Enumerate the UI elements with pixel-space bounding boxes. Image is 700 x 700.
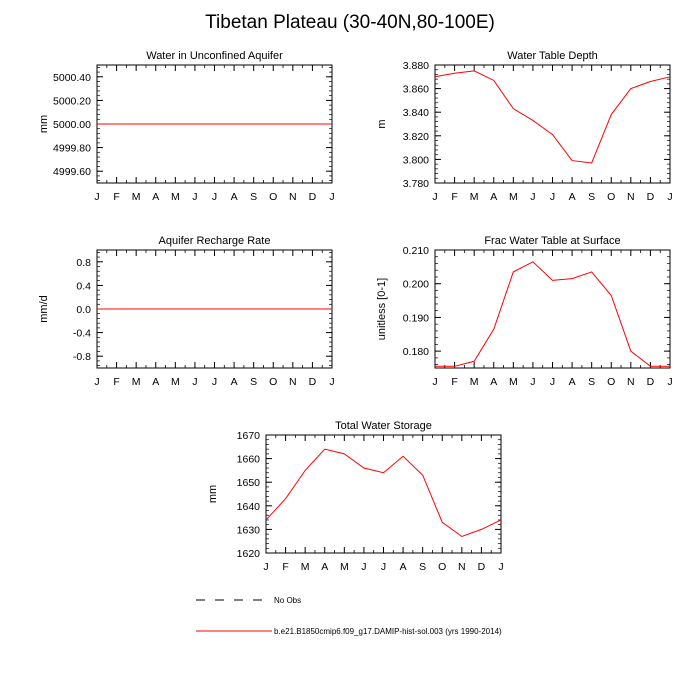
legend-obs-label: No Obs: [274, 596, 302, 605]
x-tick-label: M: [508, 376, 518, 388]
chart-panel-5: [207, 420, 504, 573]
x-tick-label: J: [329, 376, 335, 388]
x-tick-label: A: [490, 376, 498, 388]
x-tick-label: F: [113, 191, 120, 203]
x-tick-label: A: [490, 191, 498, 203]
chart-title: Water Table Depth: [507, 50, 598, 62]
x-tick-label: F: [113, 376, 120, 388]
x-tick-label: O: [607, 376, 616, 388]
y-tick-label: 0.210: [402, 245, 429, 257]
x-tick-label: J: [549, 191, 556, 203]
chart-title: Water in Unconfined Aquifer: [146, 50, 283, 62]
x-tick-label: S: [419, 561, 427, 573]
y-tick-label: 5000.00: [53, 119, 91, 131]
chart-panel-3: [38, 235, 335, 388]
chart-title: Aquifer Recharge Rate: [158, 235, 271, 247]
x-tick-label: J: [211, 376, 218, 388]
x-tick-label: O: [607, 191, 616, 203]
legend-model-label: b.e21.B1850cmip6.f09_g17.DAMIP-hist-sol.003 (yrs 1990-2014): [274, 627, 502, 636]
x-tick-label: N: [627, 376, 635, 388]
y-tick-label: 0.200: [402, 278, 429, 291]
x-tick-label: J: [94, 191, 100, 203]
x-tick-label: D: [308, 191, 317, 203]
y-tick-label: 4999.80: [53, 142, 91, 155]
y-tick-label: 5000.20: [53, 95, 91, 108]
x-tick-label: M: [469, 191, 479, 203]
x-tick-label: A: [230, 191, 238, 203]
series-line: [435, 262, 670, 367]
x-tick-label: F: [451, 191, 458, 203]
x-tick-label: O: [269, 376, 278, 388]
x-tick-label: M: [131, 376, 141, 388]
x-tick-label: M: [300, 561, 310, 573]
x-tick-label: J: [329, 191, 335, 203]
y-tick-label: 3.860: [402, 83, 429, 96]
x-tick-label: J: [211, 191, 218, 203]
x-tick-label: O: [269, 191, 278, 203]
x-tick-label: D: [308, 376, 317, 388]
y-tick-label: 3.840: [402, 107, 429, 120]
x-tick-label: M: [339, 561, 349, 573]
y-tick-label: 1670: [236, 430, 260, 442]
plot-frame: [435, 250, 670, 368]
y-tick-label: 1650: [236, 477, 260, 490]
y-tick-label: 3.800: [402, 154, 429, 167]
y-tick-label: 5000.40: [53, 71, 91, 84]
x-tick-label: J: [498, 561, 504, 573]
x-tick-label: J: [530, 191, 536, 203]
chart-panel-4: [376, 235, 673, 388]
y-tick-label: 0.4: [76, 280, 91, 293]
x-tick-label: J: [530, 376, 536, 388]
y-tick-label: 1620: [236, 548, 260, 560]
y-axis-label: mm/d: [38, 295, 50, 323]
chart-panel-2: [376, 50, 673, 203]
x-tick-label: M: [131, 191, 141, 203]
x-tick-label: J: [432, 376, 438, 388]
x-tick-label: S: [588, 191, 596, 203]
x-tick-label: D: [646, 191, 655, 203]
plot-frame: [435, 65, 670, 183]
x-tick-label: J: [380, 561, 387, 573]
chart-title: Frac Water Table at Surface: [484, 235, 621, 247]
y-tick-label: 1640: [236, 500, 260, 513]
y-tick-label: -0.4: [72, 327, 91, 340]
x-tick-label: A: [321, 561, 329, 573]
x-tick-label: S: [250, 191, 258, 203]
x-tick-label: N: [458, 561, 466, 573]
page-title: Tibetan Plateau (30-40N,80-100E): [205, 12, 495, 33]
x-tick-label: A: [568, 191, 576, 203]
x-tick-label: F: [282, 561, 289, 573]
x-tick-label: D: [646, 376, 655, 388]
legend: [196, 596, 502, 636]
x-tick-label: S: [588, 376, 596, 388]
x-tick-label: N: [289, 191, 297, 203]
chart-title: Total Water Storage: [335, 420, 432, 432]
y-tick-label: 1630: [236, 524, 260, 537]
x-tick-label: S: [250, 376, 258, 388]
y-tick-label: 1660: [236, 453, 260, 466]
y-axis-label: m: [376, 119, 388, 129]
y-axis-label: mm: [207, 484, 219, 504]
y-tick-label: 3.880: [402, 60, 429, 72]
x-tick-label: M: [170, 376, 180, 388]
y-tick-label: 3.820: [402, 130, 429, 143]
x-tick-label: J: [361, 561, 367, 573]
x-tick-label: J: [432, 191, 438, 203]
x-tick-label: N: [289, 376, 297, 388]
x-tick-label: J: [667, 191, 673, 203]
x-tick-label: J: [94, 376, 100, 388]
y-tick-label: 0.180: [402, 346, 429, 359]
x-tick-label: J: [192, 191, 198, 203]
x-tick-label: J: [549, 376, 556, 388]
x-tick-label: F: [451, 376, 458, 388]
x-tick-label: O: [438, 561, 447, 573]
x-tick-label: A: [152, 376, 160, 388]
x-tick-label: N: [627, 191, 635, 203]
x-tick-label: A: [568, 376, 576, 388]
x-tick-label: J: [192, 376, 198, 388]
series-line: [435, 71, 670, 163]
series-line: [266, 449, 501, 536]
x-tick-label: M: [469, 376, 479, 388]
y-axis-label: unitless [0-1]: [376, 277, 388, 341]
x-tick-label: A: [230, 376, 238, 388]
x-tick-label: A: [399, 561, 407, 573]
y-tick-label: 0.0: [76, 304, 91, 316]
x-tick-label: M: [170, 191, 180, 203]
y-tick-label: 0.190: [402, 312, 429, 325]
y-tick-label: 3.780: [402, 178, 429, 190]
x-tick-label: J: [263, 561, 269, 573]
x-tick-label: A: [152, 191, 160, 203]
y-axis-label: mm: [38, 114, 50, 134]
y-tick-label: 4999.60: [53, 166, 91, 179]
x-tick-label: D: [477, 561, 486, 573]
x-tick-label: M: [508, 191, 518, 203]
x-tick-label: J: [667, 376, 673, 388]
chart-panel-1: [38, 50, 335, 203]
y-tick-label: -0.8: [72, 351, 91, 364]
y-tick-label: 0.8: [76, 256, 91, 269]
